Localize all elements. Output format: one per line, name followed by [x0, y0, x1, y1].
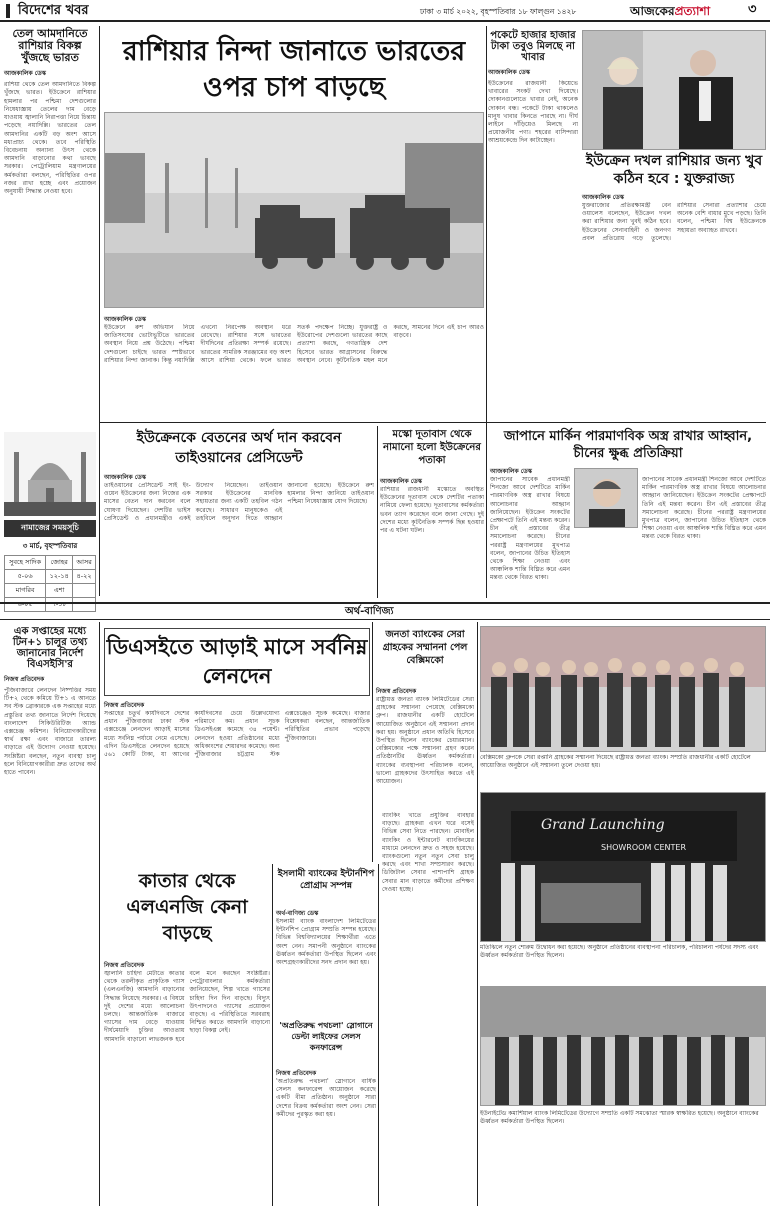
- dse-headline-box: [104, 628, 370, 696]
- bank-body: ব্যাংকিং খাতে প্রযুক্তির ব্যবহার বাড়ছে। গ্রাহকরা এখন ঘরে বসেই বিভিন্ন সেবা নিতে পারছেন। মোবাইল ব্যাংকিং ও ইন্টারনেট ব্যাংকিংয়ের মাধ্যমে লেনদেন দ্রুত ও সহজ হয়েছে। ব্যাংকগুলো নতুন নতুন সেবা চালু করছে এবং শাখা সম্প্রসারণ করছে। ডিজিটাল সেবার পাশাপাশি গ্রাহক সেবার মান বাড়াতে কর্মীদের প্রশিক্ষণ দেওয়া হচ্ছে।: [382, 812, 474, 893]
- oil-headline: তেল আমদানিতে রাশিয়ার বিকল্প খুঁজছে ভারত: [12, 27, 88, 65]
- award-photo: [480, 626, 766, 752]
- janata-body: রাষ্ট্রায়ত্ত জনতা ব্যাংক লিমিটেডের সেরা গ্রাহকের সম্মাননা পেয়েছে বেক্সিমকো গ্রুপ। রাজধানীর একটি হোটেলে আয়োজিত অনুষ্ঠানে এই সম্মাননা প্রদান করা হয়। অনুষ্ঠানে প্রধান অতিথি হিসেবে উপস্থিত ছিলেন ব্যাংকের চেয়ারম্যান। বেক্সিমকোর পক্ষে সম্মাননা গ্রহণ করেন প্রতিষ্ঠানটির ঊর্ধ্বতন কর্মকর্তারা। ব্যাংকের ব্যবস্থাপনা পরিচালক বলেন, ভালো গ্রাহকদের উৎসাহিত করতে এই আয়োজন।: [376, 696, 474, 786]
- abe-portrait-image: [575, 469, 638, 528]
- armored-vehicles-image: [105, 113, 484, 308]
- japan-headline: জাপানে মার্কিন পারমাণবিক অস্ত্র রাখার আহ্বান, চীনের ক্ষুব্ধ প্রতিক্রিয়া: [503, 429, 753, 461]
- page-number: ৩: [748, 2, 757, 17]
- namaz-cell: মাগরিব: [5, 584, 46, 598]
- dse-body: সপ্তাহের চতুর্থ কার্যদিবসে দেশের প্রধান পুঁজিবাজার ঢাকা স্টক এক্সচেঞ্জে লেনদেন আড়াই মাসের মধ্যে সর্বনিম্ন পর্যায়ে নেমে এসেছে। এদিন ডিএসইতে লেনদেন হয়েছে ৫৬১ কোটি টাকা, যা আগের কার্যদিবসের চেয়ে উল্লেখযোগ্য পরিমাণে কম। প্রধান সূচক ডিএসইএক্স কমেছে ৩৪ পয়েন্ট। লেনদেন হওয়া প্রতিষ্ঠানের মধ্যে অধিকাংশের শেয়ারদর কমেছে। অন্য পুঁজিবাজার চট্টগ্রাম স্টক এক্সচেঞ্জেও সূচক কমেছে। বাজার বিশ্লেষকরা বলছেন, আন্তর্জাতিক পরিস্থিতির প্রভাব পড়েছে পুঁজিবাজারে।: [104, 710, 370, 759]
- page-header: [0, 0, 770, 22]
- islami-desk: অর্থ-বাণিজ্য ডেস্ক: [276, 910, 319, 917]
- islami-body: ইসলামী ব্যাংক বাংলাদেশ লিমিটেডের ইন্টার্নশিপ প্রোগ্রাম সম্প্রতি সম্পন্ন হয়েছে। বিভিন্ন বিশ্ববিদ্যালয়ের শিক্ষার্থীরা এতে অংশ নেন। সমাপনী অনুষ্ঠানে ব্যাংকের ঊর্ধ্বতন কর্মকর্তারা উপস্থিত ছিলেন এবং অংশগ্রহণকারীদের সনদ প্রদান করা হয়।: [276, 918, 376, 967]
- namaz-title: নামাজের সময়সূচি: [4, 520, 96, 537]
- ministers-image: [583, 31, 766, 150]
- taiwan-desk: আজকালিক ডেস্ক: [104, 474, 146, 481]
- namaz-cell: ৪-২২: [73, 570, 96, 584]
- lead-body: ইউক্রেনে রুশ অভিযান নিয়ে জাতিসংঘের ভোটাভুটিতে ভারতের অবস্থান নিয়ে প্রশ্ন উঠেছে। পশ্চিমা দেশগুলো চাইছে ভারত স্পষ্টভাবে রাশিয়ার নিন্দা জানাক। কিন্তু নয়াদিল্লি এখনো নিরপেক্ষ অবস্থান ধরে রেখেছে। রাশিয়ার সঙ্গে ভারতের দীর্ঘদিনের প্রতিরক্ষা সম্পর্ক রয়েছে। ভারতের সামরিক সরঞ্জামের বড় অংশ আসে রাশিয়া থেকে। ফলে ভারত সতর্ক পদক্ষেপ নিচ্ছে। যুক্তরাষ্ট্র ও ইউরোপের দেশগুলো ভারতের কাছে প্রত্যাশা করছে, গণতান্ত্রিক দেশ হিসেবে ভারত আগ্রাসনের বিরুদ্ধে অবস্থান নেবে। কূটনৈতিক মহল মনে করছে, সামনের দিনে এই চাপ আরও বাড়বে।: [104, 324, 484, 364]
- namaz-date: ৩ মার্চ, বৃহস্পতিবার: [22, 542, 78, 550]
- oil-story: [4, 28, 96, 428]
- launch-sign-2: SHOWROOM CENTER: [601, 843, 687, 852]
- tin-story: [4, 626, 96, 1206]
- namaz-cell: ৭-১৮: [46, 598, 73, 612]
- food-body: ইউক্রেনের রাজধানী কিয়েভে খাবারের সংকট দেখা দিয়েছে। দোকানগুলোতে খাবার নেই, অনেক দোকান বন্ধ। পকেটে টাকা থাকলেও মানুষ খাবার কিনতে পারছে না। দীর্ঘ লাইনে দাঁড়িয়েও মিলছে না প্রয়োজনীয় পণ্য। শহরের বাসিন্দারা আশ্রয়কেন্দ্রে দিন কাটাচ্ছেন।: [488, 80, 578, 145]
- col-rule: [99, 26, 100, 596]
- islami-headline: ইসলামী ব্যাংকের ইন্টার্নশিপ প্রোগ্রাম সম্পন্ন: [277, 869, 375, 891]
- mou-caption: ইউনাইটেড কমার্শিয়াল ব্যাংক লিমিটেডের উদ্যোগে সম্প্রতি একটি সমঝোতা স্মারক স্বাক্ষরিত হয়েছে। অনুষ্ঠানে ব্যাংকের ঊর্ধ্বতন কর্মকর্তারা উপস্থিত ছিলেন।: [480, 1110, 759, 1125]
- showroom-launch-image: [481, 793, 766, 942]
- lng-desk: নিজস্ব প্রতিবেদক: [104, 962, 145, 969]
- oil-desk: আজকালিক ডেস্ক: [4, 70, 46, 78]
- uk-headline: ইউক্রেন দখল রাশিয়ার জন্য খুব কঠিন হবে : যুক্তরাজ্য: [585, 153, 763, 187]
- lead-desk: আজকালিক ডেস্ক: [104, 316, 146, 323]
- namaz-cell: আসর: [73, 556, 96, 570]
- food-story: [488, 30, 578, 330]
- japan-body-cont: জাপানের সাবেক প্রধানমন্ত্রী শিনজো আবে দেশটিতে মার্কিন পারমাণবিক অস্ত্র রাখার বিষয়ে আলোচনার আহ্বান জানিয়েছেন। ইউক্রেন সংকটের প্রেক্ষাপটে তিনি এই মন্তব্য করেন। চীন এই প্রস্তাবের তীব্র সমালোচনা করেছে। চীনের পররাষ্ট্র মন্ত্রণালয়ের মুখপাত্র বলেন, জাপানের উচিত ইতিহাস থেকে শিক্ষা নেওয়া এবং আঞ্চলিক শান্তি বিঘ্নিত করে এমন মন্তব্য থেকে বিরত থাকা।: [642, 476, 766, 541]
- taiwan-body: তাইওয়ানের প্রেসিডেন্ট সাই ইং-ওয়েন ইউক্রেনের জন্য নিজের এক মাসের বেতন দান করবেন বলে ঘোষণা দিয়েছেন। দেশটির ভাইস প্রেসিডেন্ট ও প্রধানমন্ত্রীও একই উদ্যোগ নিয়েছেন। তাইওয়ান সরকার ইউক্রেনের মানবিক সহায়তার জন্য একটি তহবিল গঠন করেছে। সাধারণ মানুষকেও এই তহবিলে অনুদান দিতে আহ্বান জানানো হয়েছে। ইউক্রেনে রুশ হামলার নিন্দা জানিয়ে তাইওয়ান পশ্চিমা নিষেধাজ্ঞায় যোগ দিয়েছে।: [104, 482, 374, 522]
- col-rule: [486, 426, 487, 598]
- namaz-cell: ৫-০৬: [5, 570, 46, 584]
- uk-desk: আজকালিক ডেস্ক: [582, 194, 624, 201]
- col-rule: [99, 622, 100, 1206]
- col-rule: [272, 864, 273, 1206]
- food-headline: পকেটে হাজার হাজার টাকা তবুও মিলছে না খাবার: [490, 30, 576, 63]
- namaz-cell: [73, 584, 96, 598]
- namaz-box: [4, 432, 96, 612]
- lng-body: জ্বালানি চাহিদা মেটাতে কাতার থেকে তরলীকৃত প্রাকৃতিক গ্যাস (এলএনজি) আমদানি বাড়ানোর সিদ্ধান্ত নিয়েছে সরকার। এ বিষয়ে দুই দেশের মধ্যে আলোচনা চলছে। আন্তর্জাতিক বাজারে গ্যাসের দাম বেড়ে যাওয়ায় দীর্ঘমেয়াদি চুক্তির আওতায় আমদানি বাড়ানো লাভজনক হবে বলে মনে করছেন সংশ্লিষ্টরা। পেট্রোবাংলার কর্মকর্তারা জানিয়েছেন, শিল্প খাতে গ্যাসের চাহিদা দিন দিন বাড়ছে। বিদ্যুৎ উৎপাদনেও গ্যাসের প্রয়োজন বাড়ছে। এ পরিস্থিতিতে সরবরাহ নিশ্চিত করতে আমদানি বাড়ানো ছাড়া বিকল্প নেই।: [104, 970, 270, 1043]
- mou-photo: [480, 986, 766, 1106]
- janata-desk: নিজস্ব প্রতিবেদক: [376, 688, 417, 695]
- mosque-icon: [4, 432, 96, 516]
- tin-body: পুঁজিবাজারে লেনদেন নিষ্পত্তির সময় টি+২ থেকে কমিয়ে টি+১ এ আনতে সব স্টক ব্রোকারকে এক সপ্তাহের মধ্যে প্রস্তুতির তথ্য জানাতে নির্দেশ দিয়েছে বাংলাদেশ সিকিউরিটিজ অ্যান্ড এক্সচেঞ্জ কমিশন। বিনিয়োগকারীদের স্বার্থ রক্ষা এবং বাজারে তারল্য বাড়াতে এই উদ্যোগ নেওয়া হয়েছে। সংশ্লিষ্টরা বলছেন, নতুন ব্যবস্থা চালু হলে বিনিয়োগকারীরা দ্রুত তাদের অর্থ হাতে পাবেন।: [4, 687, 96, 777]
- col-rule: [477, 622, 478, 1206]
- section-rule: [100, 422, 766, 423]
- lng-headline: কাতার থেকে এলএনজি কেনা বাড়ছে: [126, 870, 248, 944]
- tin-headline: এক সপ্তাহের মধ্যে টিন+১ চালুর তথ্য জানানোর নির্দেশ বিএসইসি'র: [12, 626, 88, 670]
- janata-headline: জনতা ব্যাংকের সেরা গ্রাহকের সম্মাননা পেল বেক্সিমকো: [382, 629, 468, 666]
- namaz-cell: জোহর: [46, 556, 73, 570]
- launch-caption: মতিঝিলে নতুন শোরুম উদ্বোধন করা হয়েছে। অনুষ্ঠানে প্রতিষ্ঠানের ব্যবস্থাপনা পরিচালক, পরিচালনা পর্ষদের সদস্য এবং ঊর্ধ্বতন কর্মকর্তারা উপস্থিত ছিলেন।: [480, 944, 759, 959]
- award-ceremony-image: [481, 627, 766, 752]
- food-desk: আজকালিক ডেস্ক: [488, 69, 530, 76]
- namaz-cell: এশা: [46, 584, 73, 598]
- launch-sign-1: Grand Launching: [541, 817, 665, 833]
- japan-body: জাপানের সাবেক প্রধানমন্ত্রী শিনজো আবে দেশটিতে মার্কিন পারমাণবিক অস্ত্র রাখার বিষয়ে আলোচনার আহ্বান জানিয়েছেন। ইউক্রেন সংকটের প্রেক্ষাপটে তিনি এই মন্তব্য করেন। চীন এই প্রস্তাবের তীব্র সমালোচনা করেছে। চীনের পররাষ্ট্র মন্ত্রণালয়ের মুখপাত্র বলেন, জাপানের উচিত ইতিহাস থেকে শিক্ষা নেওয়া এবং আঞ্চলিক শান্তি বিঘ্নিত করে এমন মন্তব্য থেকে বিরত থাকা।: [490, 476, 570, 582]
- tin-desk: নিজস্ব প্রতিবেদক: [4, 676, 45, 683]
- col-rule: [486, 26, 487, 426]
- sales-desk: নিজস্ব প্রতিবেদক: [276, 1070, 317, 1077]
- uk-photo: [582, 30, 766, 150]
- moscow-desk: আজকালিক ডেস্ক: [380, 478, 422, 485]
- brand-suffix: প্রত্যাশা: [674, 4, 711, 18]
- moscow-body: রাশিয়ার রাজধানী মস্কোতে অবস্থিত ইউক্রেনের দূতাবাস থেকে দেশটির পতাকা নামিয়ে ফেলা হয়েছে। দূতাবাসের কর্মকর্তারা ভবন ত্যাগ করেছেন বলে জানা গেছে। দুই দেশের মধ্যে কূটনৈতিক সম্পর্ক ছিন্ন হওয়ার পর এ ঘটনা ঘটল।: [380, 486, 484, 535]
- sales-headline: 'অপ্রতিরুদ্ধ পথচলা' স্লোগানে ডেল্টা লাইফের সেলস কনফারেন্স: [279, 1021, 373, 1052]
- col-rule: [377, 426, 378, 598]
- launch-photo: [480, 792, 766, 942]
- lead-photo: [104, 112, 484, 308]
- dse-headline: ডিএসইতে আড়াই মাসে সর্বনিম্ন লেনদেন: [106, 635, 368, 688]
- col-rule: [378, 864, 379, 1206]
- namaz-cell: ১২-১৪: [46, 570, 73, 584]
- header-left-mark: [6, 4, 10, 18]
- brand-prefix: আজকের: [630, 4, 675, 18]
- abe-photo: [574, 468, 638, 528]
- moscow-headline: মস্কো দূতাবাস থেকে নামানো হলো ইউক্রেনের পতাকা: [383, 429, 481, 466]
- economy-section-bar: [0, 602, 770, 620]
- col-rule: [372, 622, 373, 862]
- mou-signing-image: [481, 987, 766, 1106]
- lead-headline: রাশিয়ার নিন্দা জানাতে ভারতের ওপর চাপ বাড়ছে: [122, 36, 466, 103]
- dateline: ঢাকা ৩ মার্চ ২০২২, বৃহস্পতিবার ১৮ ফাল্গুন ১৪২৮: [420, 7, 577, 16]
- namaz-cell: সুবহে সাদিক: [5, 556, 46, 570]
- sales-body: 'অপ্রতিরুদ্ধ পথচলা' স্লোগানে বার্ষিক সেলস কনফারেন্স আয়োজন করেছে একটি বীমা প্রতিষ্ঠান। অনুষ্ঠানে সারা দেশের বিক্রয় কর্মকর্তারা অংশ নেন। সেরা কর্মীদের পুরস্কৃত করা হয়।: [276, 1078, 376, 1118]
- award-caption: বেক্সিমকো গ্রুপকে সেরা রপ্তানি গ্রাহকের সম্মাননা দিয়েছে রাষ্ট্রায়ত্ত জনতা ব্যাংক। সম্প্রতি রাজধানীর একটি হোটেলে আয়োজিত অনুষ্ঠানে এই সম্মাননা তুলে দেওয়া হয়।: [480, 754, 751, 769]
- section-title: বিদেশের খবর: [18, 3, 89, 18]
- japan-desk: আজকালিক ডেস্ক: [490, 468, 532, 475]
- oil-body: রাশিয়া থেকে তেল আমদানিতে বিকল্প খুঁজছে ভারত। ইউক্রেনে রাশিয়ার হামলার পর পশ্চিমা দেশগুলোর নিষেধাজ্ঞায় তেলের দাম বেড়ে যাওয়ায় জ্বালানি নিরাপত্তা নিয়ে চিন্তায় পড়েছে নয়াদিল্লি। ভারতের তেল আমদানির একটি বড় অংশ আসে মধ্যপ্রাচ্য থেকে। তবে পরিস্থিতি বিবেচনায় অন্যান্য উৎস থেকে আমদানি বাড়ানোর কথা ভাবছে সরকার। পেট্রোলিয়াম মন্ত্রণালয়ের কর্মকর্তারা বলছেন, পরিস্থিতির ওপর নজর রাখা হচ্ছে এবং প্রয়োজন অনুযায়ী সিদ্ধান্ত নেওয়া হবে।: [4, 81, 96, 195]
- taiwan-headline: ইউক্রেনকে বেতনের অর্থ দান করবেন তাইওয়ানের প্রেসিডেন্ট: [136, 430, 342, 466]
- namaz-cell: ৬-০৫: [5, 598, 46, 612]
- masthead-logo: [630, 3, 710, 23]
- uk-body: যুক্তরাজ্যের প্রতিরক্ষামন্ত্রী বেন ওয়ালেস বলেছেন, ইউক্রেন দখল করা রাশিয়ার জন্য খুবই কঠিন হবে। ইউক্রেনের সেনাবাহিনী ও জনগণ প্রবল প্রতিরোধ গড়ে তুলেছে। রাশিয়ার সেনারা প্রত্যাশার চেয়ে অনেক বেশি বাধার মুখে পড়ছে। তিনি বলেন, পশ্চিমা বিশ্ব ইউক্রেনকে সহায়তা অব্যাহত রাখবে।: [582, 202, 766, 242]
- economy-label: অর্থ-বাণিজ্য: [345, 606, 394, 617]
- dse-desk: নিজস্ব প্রতিবেদক: [104, 702, 145, 709]
